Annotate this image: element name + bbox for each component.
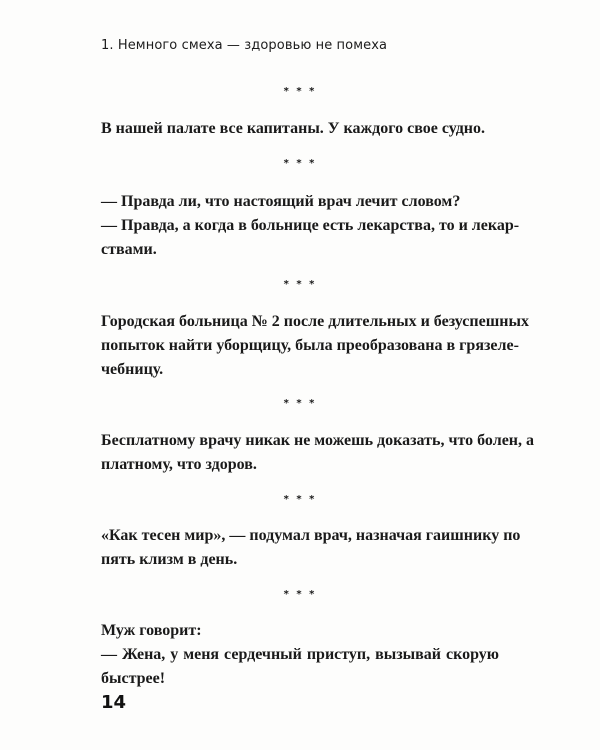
running-head: 1. Немного смеха — здоровью не помеха [101,38,388,53]
joke-2-line-2: — Правда, а когда в больнице есть лекарства, то и лекар- [101,217,520,234]
joke-2-line-1: — Правда ли, что настоящий врач лечит словом? [101,193,461,210]
joke-4-line-2: платному, что здоров. [101,456,257,473]
joke-5-line-1: «Как тесен мир», — подумал врач, назначая гаишнику по [101,527,521,544]
joke-1-line-1: В нашей палате все капитаны. У каждого свое судно. [101,120,486,137]
separator-stars: * * * [283,589,317,600]
joke-6-line-1: Муж говорит: [101,622,202,639]
page-number: 14 [101,692,127,713]
joke-5-line-2: пять клизм в день. [101,551,238,568]
joke-3-line-1: Городская больница № 2 после длительных и безуспешных [101,313,529,330]
joke-3-line-3: чебницу. [101,361,164,378]
joke-3-line-2: попыток найти уборщицу, была преобразована в грязеле- [101,337,519,354]
joke-2-line-3: ствами. [101,241,157,258]
separator-stars: * * * [283,494,317,505]
separator-stars: * * * [283,86,317,97]
joke-6-line-2: — Жена, у меня сердечный приступ, вызывай скорую [101,646,499,663]
joke-4-line-1: Бесплатному врачу никак не можешь доказать, что болен, а [101,432,535,449]
separator-stars: * * * [283,398,317,409]
joke-6-line-3: быстрее! [101,670,166,687]
separator-stars: * * * [283,279,317,290]
separator-stars: * * * [283,158,317,169]
